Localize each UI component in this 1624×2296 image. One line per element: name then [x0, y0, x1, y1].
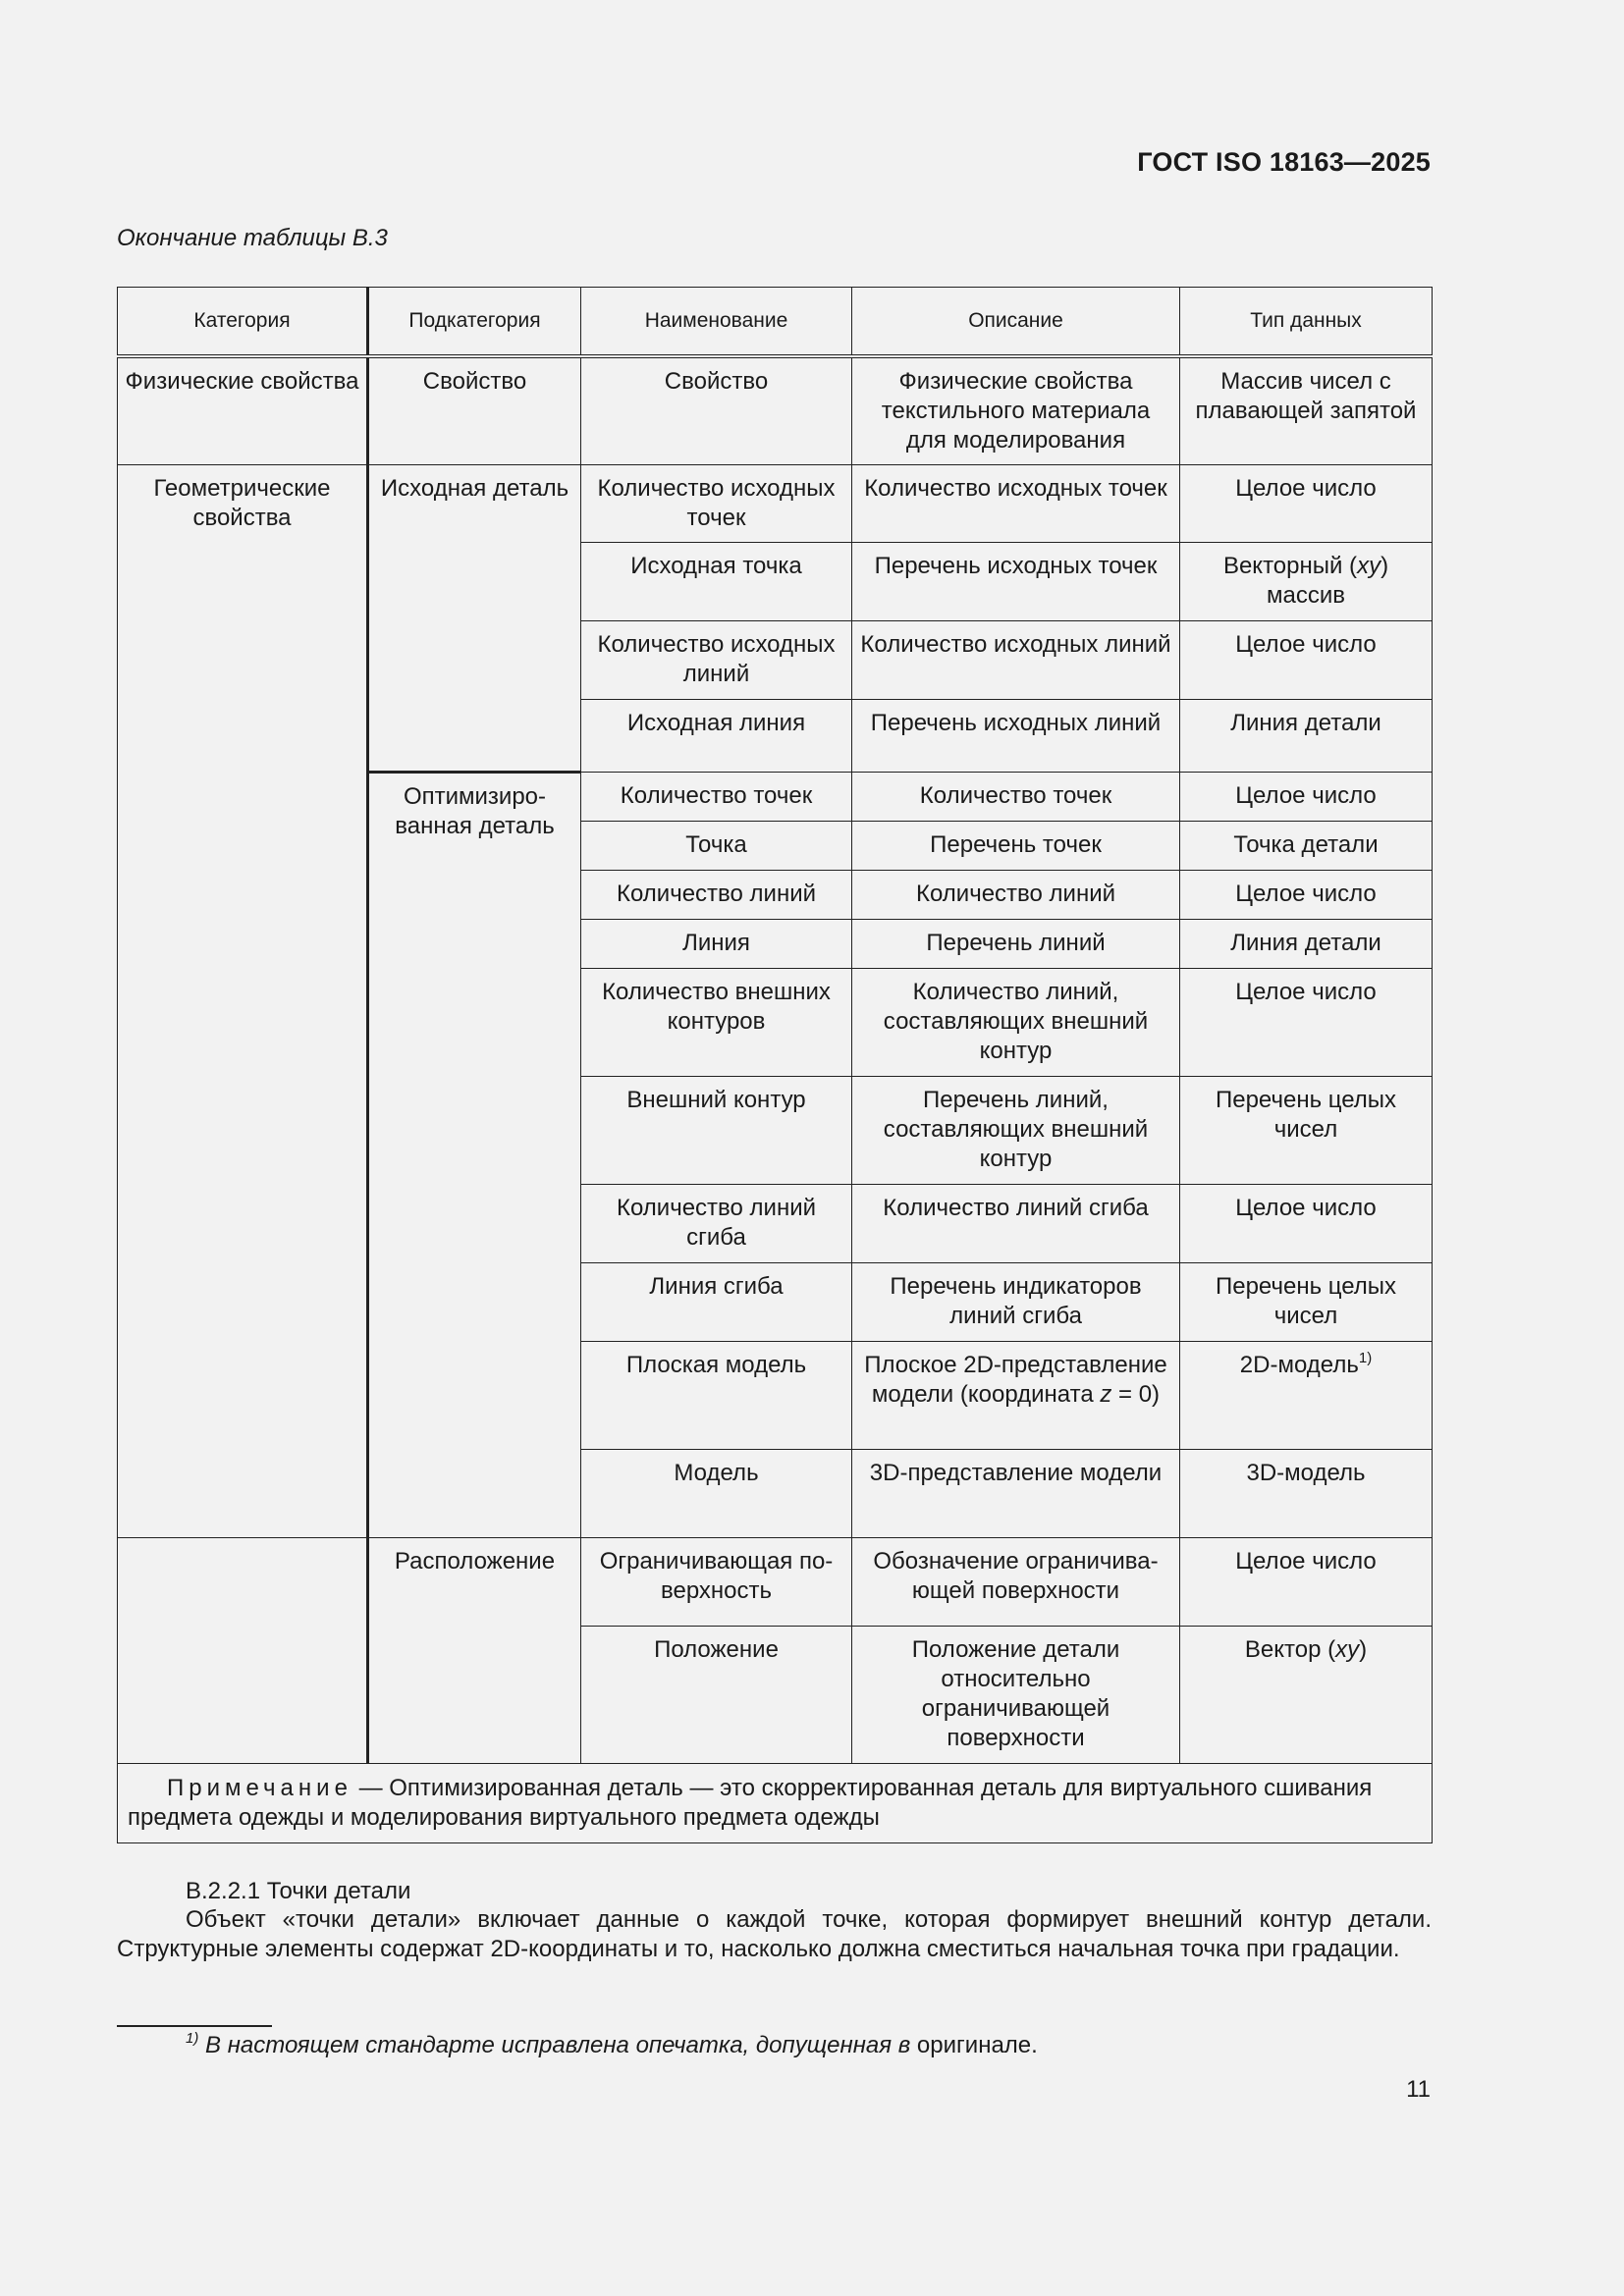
table-row: [118, 1537, 1433, 1626]
type-cell: Векторный (xy) массив: [1180, 542, 1433, 620]
type-cell: Точка детали: [1180, 821, 1433, 870]
name-cell: Количество точек: [581, 772, 852, 821]
description-cell: Перечень линий, составляющих внешний контур: [852, 1076, 1180, 1184]
type-cell: Целое число: [1180, 772, 1433, 821]
description-cell: Перечень индикаторов линий сгиба: [852, 1262, 1180, 1341]
column-header-description: Описание: [852, 288, 1180, 357]
description-cell: Количество исходных точек: [852, 464, 1180, 542]
page-number: 11: [1406, 2076, 1431, 2103]
footnote-marker: 1): [1358, 1349, 1373, 1366]
description-cell: Количество линий сгиба: [852, 1184, 1180, 1262]
subcategory-cell: Исходная деталь: [368, 464, 581, 772]
type-cell: Целое число: [1180, 870, 1433, 919]
footnote-divider: [117, 2025, 272, 2027]
column-header-type: Тип данных: [1180, 288, 1433, 357]
description-cell: Количество линий: [852, 870, 1180, 919]
name-cell: Количество линий: [581, 870, 852, 919]
name-cell: Исходная линия: [581, 699, 852, 772]
footnote: $^{1)}$ В настоящем стандарте исправлена опечатка, допущенная в оригинале.: [186, 2030, 1038, 2058]
type-cell: Целое число: [1180, 968, 1433, 1076]
name-cell: Модель: [581, 1449, 852, 1537]
description-cell: 3D-представление модели: [852, 1449, 1180, 1537]
type-cell: 2D-модель$^{1)}$: [1180, 1341, 1433, 1449]
type-cell: Линия детали: [1180, 919, 1433, 968]
description-cell: Перечень линий: [852, 919, 1180, 968]
name-cell: Плоская модель: [581, 1341, 852, 1449]
name-cell: Исходная точка: [581, 542, 852, 620]
description-cell: Положение детали относительно ограничивающей поверхности: [852, 1626, 1180, 1763]
column-header-name: Наименование: [581, 288, 852, 357]
subcategory-cell: Свойство: [368, 356, 581, 464]
category-cell: [118, 1537, 368, 1763]
subcategory-cell: Расположение: [368, 1537, 581, 1763]
name-cell: Линия сгиба: [581, 1262, 852, 1341]
type-cell: Целое число: [1180, 1184, 1433, 1262]
description-cell: Количество линий, составляющих внешний контур: [852, 968, 1180, 1076]
name-cell: Линия: [581, 919, 852, 968]
table-header-row: [118, 288, 1433, 357]
name-cell: Положение: [581, 1626, 852, 1763]
type-cell: Целое число: [1180, 1537, 1433, 1626]
description-cell: Количество исходных линий: [852, 620, 1180, 699]
type-cell: Линия детали: [1180, 699, 1433, 772]
table-note-row: [118, 1763, 1433, 1842]
name-cell: Количество внешних контуров: [581, 968, 852, 1076]
table-note: [118, 1763, 1433, 1842]
description-cell: Перечень исходных точек: [852, 542, 1180, 620]
note-text: — Оптимизированная деталь — это скорректированная деталь для виртуального сшивания предмета одежды и моделирования виртуального предмета одежды: [128, 1774, 1373, 1831]
description-cell: Физические свойства текстильного материала для моделирования: [852, 356, 1180, 464]
type-cell: Перечень целых чисел: [1180, 1262, 1433, 1341]
document-code: ГОСТ ISO 18163—2025: [1137, 147, 1431, 177]
footnote-marker: 1): [186, 2030, 199, 2047]
name-cell: Количество исходных точек: [581, 464, 852, 542]
name-cell: Точка: [581, 821, 852, 870]
description-cell: Плоское 2D-представление модели (координата z = 0): [852, 1341, 1180, 1449]
category-cell: Геометрические свойства: [118, 464, 368, 1537]
type-cell: Вектор (xy): [1180, 1626, 1433, 1763]
type-cell: Целое число: [1180, 464, 1433, 542]
column-header-category: Категория: [118, 288, 368, 357]
name-cell: Ограничивающая по-верхность: [581, 1537, 852, 1626]
type-cell: Перечень целых чисел: [1180, 1076, 1433, 1184]
table-row: [118, 464, 1433, 542]
description-cell: Перечень точек: [852, 821, 1180, 870]
type-cell: Целое число: [1180, 620, 1433, 699]
table-caption: Окончание таблицы В.3: [117, 225, 388, 251]
section-title: В.2.2.1 Точки детали: [186, 1878, 411, 1904]
name-cell: Внешний контур: [581, 1076, 852, 1184]
data-table: [117, 287, 1433, 1843]
note-label: Примечание: [167, 1774, 352, 1801]
section-body: [117, 1905, 1432, 1964]
description-cell: Перечень исходных линий: [852, 699, 1180, 772]
description-cell: Количество точек: [852, 772, 1180, 821]
name-cell: Свойство: [581, 356, 852, 464]
subcategory-cell: Оптимизиро-ванная деталь: [368, 772, 581, 1537]
name-cell: Количество исходных линий: [581, 620, 852, 699]
type-cell: 3D-модель: [1180, 1449, 1433, 1537]
type-cell: Массив чисел с плавающей запятой: [1180, 356, 1433, 464]
column-header-subcategory: Подкатегория: [368, 288, 581, 357]
table-row: [118, 356, 1433, 464]
category-cell: Физические свойства: [118, 356, 368, 464]
description-cell: Обозначение ограничива-ющей поверхности: [852, 1537, 1180, 1626]
section-paragraph: Объект «точки детали» включает данные о каждой точке, которая формирует внешний контур детали. Структурные элементы содержат 2D-координаты и то, насколько должна сместиться начальная точка при градации.: [117, 1906, 1432, 1962]
name-cell: Количество линий сгиба: [581, 1184, 852, 1262]
